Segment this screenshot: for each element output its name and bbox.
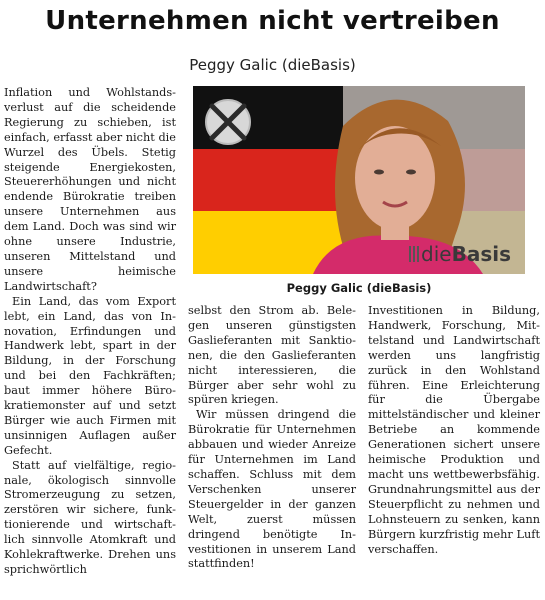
headline: Unternehmen nicht vertreiben [45, 6, 500, 36]
author-photo [193, 86, 525, 274]
ballot-cross-icon [206, 100, 250, 144]
diebasis-logo: dieBasis [409, 242, 511, 266]
article-paragraph: Investitionen in Bildung, Handwerk, Forschung, Mittelstand und Landwirtschaft werden uns langfristig zurück in den Wohlstand führen. Eine Erleichterung für die Übergabe mittelständischer und kleiner Betriebe an kommende Generationen sichert unsere heimische Produktion und macht uns wettbewerbsfähig. Grundnahrungsmittel aus der Steuerpflicht zu nehmen und Lohnsteuern zu senken, kann Bürgern kurzfristig mehr Luft verschaffen. [368, 304, 540, 556]
article-column-3 [368, 304, 540, 557]
article-column-1 [4, 86, 176, 578]
article-paragraph: Wir müssen dringend die Bürokratie für Unternehmen abbauen und wieder Anreize für Unternehmen im Land schaffen. Schluss mit dem Verschenken unserer Steuergelder in der ganzen Welt, zuerst müssen dringend benötigte Investitionen in unserem Land stattfinden! [188, 408, 356, 571]
article-paragraph: Ein Land, das vom Export lebt, ein Land, das von Innovation, Erfindungen und Handwerk lebt, spart in der Bildung, in der Forschung und bei den Fachkräften; baut immer höhere Bürokratiemonster auf und setzt Bürger wie auch Firmen mit unsinnigen Auflagen außer Gefecht. [4, 294, 176, 457]
article-column-2 [188, 304, 356, 572]
article-paragraph: Inflation und Wohlstandsverlust auf die scheidende Regierung zu schieben, ist einfach, erfasst aber nicht die Wurzel des Übels. Stetig steigende Energiekosten, Steuererhöhungen und nicht endende Bürokratie treiben unsere Unternehmen aus dem Land. Doch was sind wir ohne unsere Industrie, unseren Mittelstand und unsere heimische Landwirtschaft? [4, 86, 176, 293]
photo-caption: Peggy Galic (dieBasis) [286, 281, 432, 295]
author-line: Peggy Galic (dieBasis) [189, 56, 356, 74]
article-paragraph: selbst den Strom ab. Belegen unseren günstigsten Gaslieferanten mit Sanktionen, die den Gaslieferanten nicht interessieren, die Bürger aber sehr wohl zu spüren kriegen. [188, 304, 356, 407]
logo-bars-icon [409, 246, 419, 262]
article-paragraph: Statt auf vielfältige, regionale, ökologisch sinnvolle Stromerzeugung zu setzen, zerstören wir sichere, funktionierende und wirtschaftlich sinnvolle Atomkraft und Kohlekraftwerke. Drehen uns sprichwörtlich [4, 458, 176, 576]
